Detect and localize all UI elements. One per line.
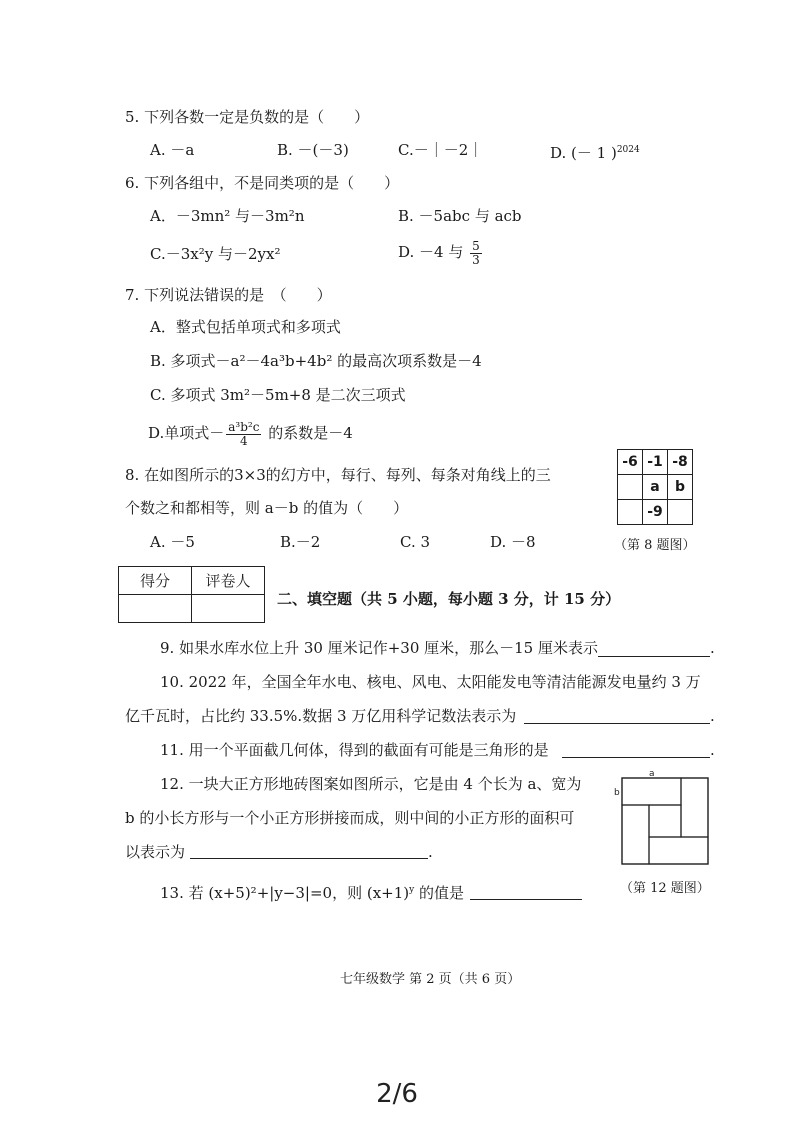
q6-option-d <box>398 237 484 267</box>
q13-expression: (x+5)²+|y−3|=0，则 (x+1) <box>208 884 410 902</box>
magic-cell <box>668 500 693 525</box>
q13-answer-blank[interactable] <box>470 899 582 900</box>
q7-stem: 7. 下列说法错误的是 （ ） <box>125 286 332 304</box>
q12-tile-figure <box>612 768 714 868</box>
q5-option-a: A. －a <box>150 141 195 159</box>
q12-line1: 12. 一块大正方形地砖图案如图所示，它是由 4 个长为 a、宽为 <box>160 775 582 793</box>
magic-cell <box>618 475 643 500</box>
q8-stem-line1: 8. 在如图所示的3×3的幻方中，每行、每列、每条对角线上的三 <box>125 466 551 484</box>
q8-option-a: A. －5 <box>150 533 195 551</box>
large-square <box>622 778 708 864</box>
q13-suffix: 的值是 <box>419 884 465 902</box>
q6-option-d-prefix: D. －4 与 <box>398 243 464 261</box>
q8-option-b: B.－2 <box>280 533 321 551</box>
label-b: b <box>614 788 620 798</box>
grader-cell[interactable] <box>192 595 265 623</box>
q8-figure-caption: （第 8 题图） <box>614 538 696 553</box>
q7-option-d-suffix: 的系数是－4 <box>268 424 353 442</box>
q11-answer-blank[interactable] <box>562 757 710 758</box>
q10-period: . <box>710 707 715 725</box>
q12-period: . <box>428 843 433 861</box>
magic-square-row <box>618 475 693 500</box>
q7-option-d <box>148 418 353 448</box>
score-table-header <box>119 567 265 595</box>
q12-answer-blank[interactable] <box>190 858 428 859</box>
q10-line2: 亿千瓦时，占比约 33.5%.数据 3 万亿用科学记数法表示为 <box>125 707 517 725</box>
magic-cell <box>618 500 643 525</box>
q7-option-b: B. 多项式－a²－4a³b+4b² 的最高次项系数是－4 <box>150 352 482 370</box>
q5-option-d-base: D. (－ 1 ) <box>550 144 617 162</box>
q5-option-b: B. －(－3) <box>277 141 349 159</box>
q6-option-a: A．－3mn² 与－3m²n <box>150 207 305 225</box>
label-a: a <box>649 769 655 779</box>
q8-option-d: D. －8 <box>490 533 536 551</box>
q13-exponent: y <box>409 885 415 895</box>
magic-square-row <box>618 450 693 475</box>
q11-text: 11. 用一个平面截几何体，得到的截面有可能是三角形的是 <box>160 741 549 759</box>
center-square <box>649 805 681 837</box>
q6-option-c: C.－3x²y 与－2yx² <box>150 245 281 263</box>
q9-period: . <box>710 639 715 657</box>
q10-line1: 10. 2022 年，全国全年水电、核电、风电、太阳能发电等清洁能源发电量约 3 万 <box>160 673 701 691</box>
section-2-title: 二、填空题（共 5 小题，每小题 3 分，计 15 分） <box>277 590 621 608</box>
q6-option-d-fraction <box>470 240 482 267</box>
q7-option-a: A．整式包括单项式和多项式 <box>150 318 341 336</box>
q8-stem-line2: 个数之和都相等，则 a－b 的值为（ ） <box>125 499 409 517</box>
q9-text: 9. 如果水库水位上升 30 厘米记作+30 厘米，那么－15 厘米表示 <box>160 639 598 657</box>
score-table <box>118 566 265 623</box>
q10-answer-blank[interactable] <box>524 723 710 724</box>
magic-cell: -6 <box>618 450 643 475</box>
magic-cell: -9 <box>643 500 668 525</box>
fraction-denominator: 4 <box>240 433 248 448</box>
q5-option-c: C.－｜－2｜ <box>398 141 484 159</box>
magic-cell: a <box>643 475 668 500</box>
rectangle-top <box>622 778 681 805</box>
q12-line3: 以表示为 <box>125 843 186 861</box>
rectangle-bottom <box>649 837 708 864</box>
q6-option-b: B. －5abc 与 acb <box>398 207 522 225</box>
magic-cell: -8 <box>668 450 693 475</box>
q13-prefix: 13. 若 <box>160 884 204 902</box>
fraction-denominator: 3 <box>472 252 480 267</box>
q5-stem: 5. 下列各数一定是负数的是（ ） <box>125 108 370 126</box>
score-header: 得分 <box>119 567 192 595</box>
q5-option-d <box>550 141 640 162</box>
page-indicator: 2/6 <box>376 1079 418 1109</box>
q12-figure-caption: （第 12 题图） <box>620 881 710 896</box>
q5-option-d-exponent: 2024 <box>616 145 640 155</box>
fraction-numerator: 5 <box>472 238 480 253</box>
rectangle-right <box>681 778 708 837</box>
q11-period: . <box>710 741 715 759</box>
score-table-body <box>119 595 265 623</box>
rectangle-left <box>622 805 649 864</box>
q6-stem: 6. 下列各组中，不是同类项的是（ ） <box>125 174 400 192</box>
magic-cell: -1 <box>643 450 668 475</box>
fraction-numerator: a³b²c <box>228 419 260 434</box>
magic-cell: b <box>668 475 693 500</box>
q7-option-d-prefix: D.单项式－ <box>148 424 225 442</box>
q7-option-d-fraction <box>226 421 261 448</box>
page-footer: 七年级数学 第 2 页（共 6 页） <box>340 972 521 987</box>
magic-square-row <box>618 500 693 525</box>
grader-header: 评卷人 <box>192 567 265 595</box>
q13-text <box>160 881 464 902</box>
magic-square <box>617 449 693 525</box>
score-cell[interactable] <box>119 595 192 623</box>
q8-option-c: C. 3 <box>400 533 431 551</box>
q7-option-c: C. 多项式 3m²－5m+8 是二次三项式 <box>150 386 406 404</box>
q9-answer-blank[interactable] <box>598 656 710 657</box>
q12-line2: b 的小长方形与一个小正方形拼接而成，则中间的小正方形的面积可 <box>125 809 575 827</box>
